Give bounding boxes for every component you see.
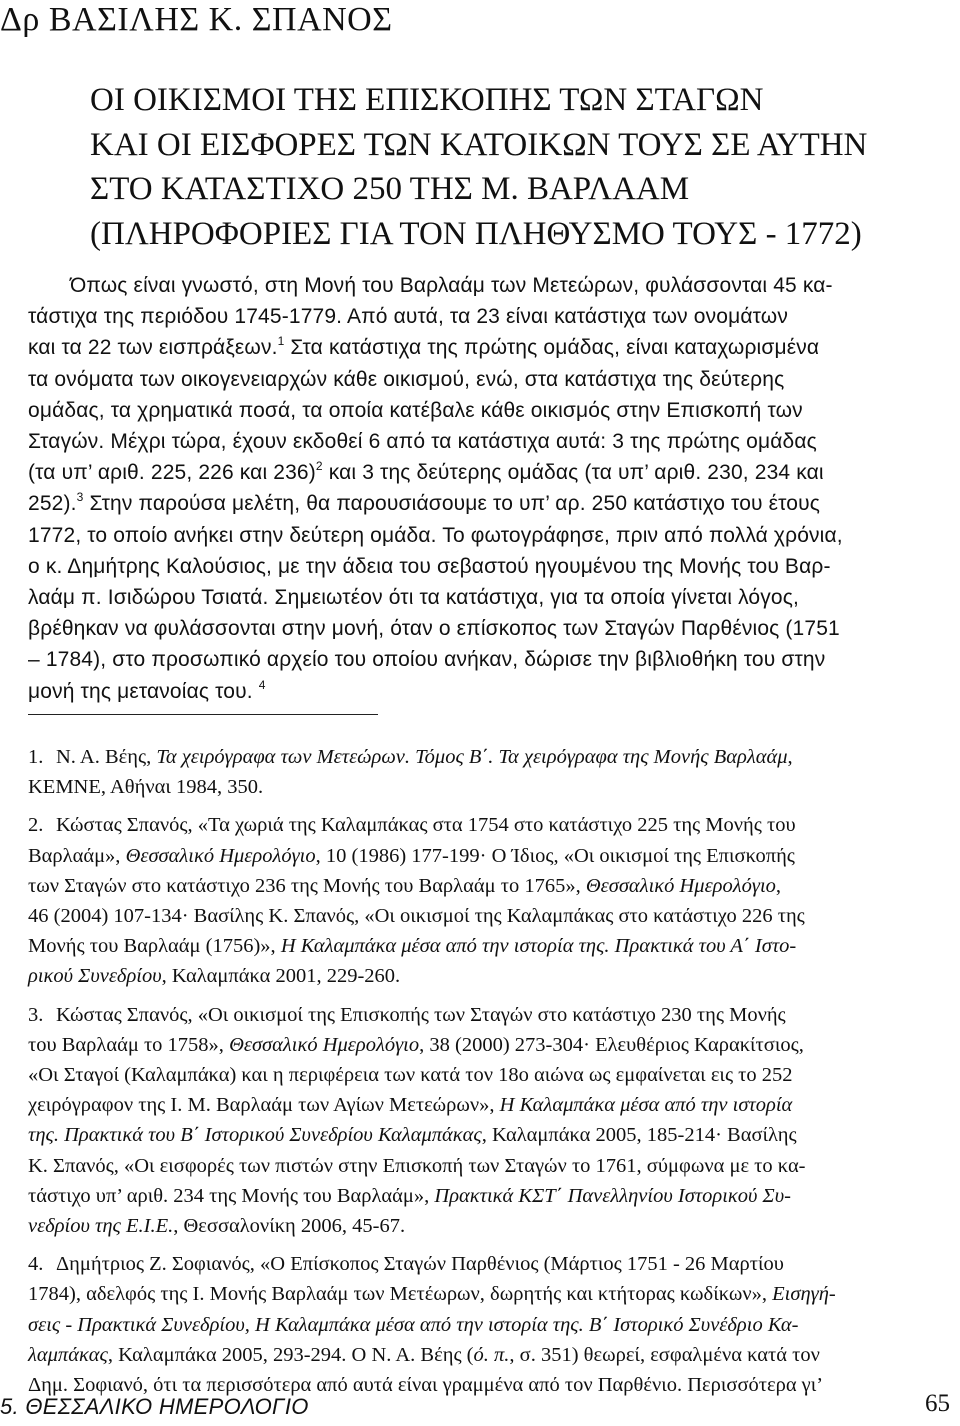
- title-line: (ΠΛΗΡΟΦΟΡΙΕΣ ΓΙΑ ΤΟΝ ΠΛΗΘΥΣΜΟ ΤΟΥΣ - 1772): [90, 215, 862, 252]
- body-line: [28, 676, 955, 707]
- footnote-line: [28, 1090, 955, 1120]
- footnote-line: 46 (2004) 107-134· Βασίλης Κ. Σπανός, «Οι οικισμοί της Καλαμπάκας στο κατάστιχο 226 της: [28, 905, 805, 928]
- footnote-line: [28, 1120, 955, 1150]
- body-line: Σταγών. Μέχρι τώρα, έχουν εκδοθεί 6 από τα κατάστιχα αυτά: 3 της πρώτης ομάδας: [28, 430, 817, 454]
- footnote-2: [28, 810, 955, 991]
- body-line: – 1784), στο προσωπικό αρχείο του οποίου ανήκαν, δώρισε την βιβλιοθήκη του στην: [28, 648, 826, 672]
- footnote-ref[interactable]: 2: [315, 459, 323, 474]
- footnote-title: νεδρίου της Ε.Ι.Ε.: [28, 1215, 174, 1238]
- footnote-3: [28, 1000, 955, 1242]
- body-text: Στην παρούσα μελέτη, θα παρουσιάσουμε το υπ’ αρ. 250 κατάστιχο του έτους: [83, 492, 821, 516]
- footnote-1: [28, 742, 955, 802]
- body-line: [28, 457, 955, 488]
- footnote-title: Πρακτικά ΚΣΤ΄ Πανελληνίου Ιστορικού Συ-: [434, 1184, 791, 1207]
- footnote-line: [28, 742, 955, 772]
- body-line: ομάδας, τα χρηματικά ποσά, τα οποία κατέβαλε κάθε οικισμός στην Επισκοπή των: [28, 398, 803, 422]
- footnote-title: λαμπάκας: [28, 1343, 108, 1366]
- title-line: ΟΙ ΟΙΚΙΣΜΟΙ ΤΗΣ ΕΠΙΣΚΟΠΗΣ ΤΩΝ ΣΤΑΓΩΝ: [90, 82, 764, 118]
- footnote-text: 1784), αδελφός της Ι. Μονής Βαρλαάμ των Μετέωρων, δωρητής και κτήτορας κωδίκων»,: [28, 1283, 773, 1306]
- body-line: τα ονόματα των οικογενειαρχών κάθε οικισμού, ενώ, στα κατάστιχα της δεύτερης: [28, 367, 785, 391]
- footnote-title: σεις - Πρακτικά Συνεδρίου, Η Καλαμπάκα μέσα από την ιστορία της. Β΄ Ιστορικό Συνέδριο Κα-: [28, 1313, 799, 1336]
- footnote-line: [28, 931, 955, 961]
- body-text: και 3 της δεύτερης ομάδας (τα υπ’ αριθ. 230, 234 και: [322, 461, 824, 485]
- body-paragraph: [28, 270, 955, 707]
- footnote-title: ό. π.: [473, 1343, 510, 1366]
- footnote-text: Μονής του Βαρλαάμ (1756)»,: [28, 935, 281, 958]
- footnote-text: , σ. 351) θεωρεί, εσφαλμένα κατά τον: [509, 1343, 820, 1366]
- footnote-line: [28, 1279, 955, 1309]
- footnote-number: 2.: [28, 814, 44, 837]
- footnote-line: [28, 961, 955, 991]
- body-text: (τα υπ’ αριθ. 225, 226 και 236): [28, 461, 316, 485]
- author-name: Δρ ΒΑΣΙΛΗΣ Κ. ΣΠΑΝΟΣ: [0, 1, 393, 38]
- footnote-text: , Καλαμπάκα 2005, 185-214· Βασίλης: [481, 1124, 797, 1147]
- body-text: Στα κατάστιχα της πρώτης ομάδας, είναι καταχωρισμένα: [284, 336, 820, 360]
- body-line: [28, 488, 955, 519]
- footnote-title: της. Πρακτικά του Β΄ Ιστορικού Συνεδρίου Καλαμπάκας: [28, 1124, 482, 1147]
- footnote-title: Η Καλαμπάκα μέσα από την ιστορία: [499, 1094, 793, 1117]
- footnote-line: [28, 1340, 955, 1370]
- body-line: τάστιχα της περιόδου 1745-1779. Από αυτά, τα 23 είναι κατάστιχα των ονομάτων: [28, 305, 788, 329]
- footnote-line: [28, 841, 955, 871]
- page-number: 65: [925, 1390, 950, 1417]
- footnotes: [28, 742, 955, 1408]
- footnote-text: Κώστας Σπανός, «Οι οικισμοί της Επισκοπής των Σταγών στο κατάστιχο 230 της Μονής: [56, 1003, 786, 1026]
- body-line: λαάμ π. Ισιδώρου Τσιατά. Σημειωτέον ότι τα κατάστιχα, για τα οποία γίνεται λόγος,: [28, 586, 800, 610]
- title-line: ΚΑΙ ΟΙ ΕΙΣΦΟΡΕΣ ΤΩΝ ΚΑΤΟΙΚΩΝ ΤΟΥΣ ΣΕ ΑΥΤΗΝ: [90, 126, 868, 163]
- footnote-line: [28, 810, 955, 840]
- footnote-text: Δημήτριος Ζ. Σοφιανός, «Ο Επίσκοπος Σταγών Παρθένιος (Μάρτιος 1751 - 26 Μαρτίου: [56, 1253, 784, 1276]
- footnote-line: [28, 871, 955, 901]
- footnote-line: «Οι Σταγοί (Καλαμπάκα) και η περιφέρεια των κατά τον 18ο αιώνα ως εμφαίνεται εις το 252: [28, 1064, 793, 1087]
- body-line: Όπως είναι γνωστό, στη Μονή του Βαρλαάμ των Μετεώρων, φυλάσσονται 45 κα-: [70, 274, 833, 297]
- footnote-text: ,: [787, 746, 793, 768]
- body-line: 1772, το οποίο ανήκει στην δεύτερη ομάδα. Το φωτογράφησε, πριν από πολλά χρόνια,: [28, 523, 843, 547]
- journal-footer: 5. ΘΕΣΣΑΛΙΚΟ ΗΜΕΡΟΛΟΓΙΟ: [0, 1394, 309, 1419]
- footnote-text: , 10 (1986) 177-199· Ο Ίδιος, «Οι οικισμοί της Επισκοπής: [315, 844, 795, 867]
- footnote-text: Κώστας Σπανός, «Τα χωριά της Καλαμπάκας στα 1754 στο κατάστιχο 225 της Μονής του: [56, 814, 796, 837]
- body-line: ο κ. Δημήτρης Καλούσιος, με την άδεια του σεβαστού ηγουμένου της Μονής του Βαρ-: [28, 554, 831, 578]
- body-line: βρέθηκαν να φυλάσσονται στην μονή, όταν ο επίσκοπος των Σταγών Παρθένιος (1751: [28, 617, 840, 641]
- footnote-title: Εισηγή-: [772, 1283, 836, 1306]
- footnote-text: τάστιχο υπ’ αριθ. 234 της Μονής του Βαρλαάμ»,: [28, 1184, 435, 1207]
- footnote-text: ,: [775, 874, 782, 897]
- footnote-text: , 38 (2000) 273-304· Ελευθέριος Καρακίτσιος,: [419, 1033, 804, 1056]
- footnote-text: , Θεσσαλονίκη 2006, 45-67.: [173, 1215, 406, 1238]
- footnote-text: χειρόγραφον της Ι. Μ. Βαρλαάμ των Αγίων Μετεώρων»,: [28, 1094, 500, 1117]
- footnote-number: 4.: [28, 1253, 44, 1276]
- footnote-line: [28, 1030, 955, 1060]
- footnote-line: [28, 1181, 955, 1211]
- footnote-line: [28, 1000, 955, 1030]
- footnote-title: Θεσσαλικό Ημερολόγιο: [585, 874, 776, 897]
- footnote-text: , Καλαμπάκα 2005, 293-294. Ο Ν. Α. Βέης (: [107, 1343, 474, 1366]
- footnote-text: Βαρλαάμ»,: [28, 844, 126, 867]
- body-text: μονή της μετανοίας του.: [28, 679, 253, 703]
- title-line: ΣΤΟ ΚΑΤΑΣΤΙΧΟ 250 ΤΗΣ Μ. ΒΑΡΛΑΑΜ: [90, 171, 690, 207]
- footnote-divider: [28, 714, 378, 715]
- footnote-title: ρικού Συνεδρίου: [28, 965, 162, 988]
- footnote-text: των Σταγών στο κατάστιχο 236 της Μονής του Βαρλαάμ το 1765»,: [28, 874, 586, 897]
- footnote-number: 3.: [28, 1003, 44, 1026]
- footnote-line: Κ. Σπανός, «Οι εισφορές των πιστών στην Επισκοπή των Σταγών το 1761, σύμφωνα με το κα-: [28, 1154, 806, 1177]
- footnote-4: [28, 1249, 955, 1400]
- article-title: [90, 78, 950, 256]
- footnote-line: [28, 1310, 955, 1340]
- footnote-line: ΚΕΜΝΕ, Αθήναι 1984, 350.: [28, 776, 264, 799]
- footnote-text: του Βαρλαάμ το 1758»,: [28, 1033, 230, 1056]
- footnote-text: , Καλαμπάκα 2001, 229-260.: [161, 965, 401, 988]
- body-text: και τα 22 των εισπράξεων.: [28, 336, 278, 360]
- footnote-title: Θεσσαλικό Ημερολόγιο: [229, 1033, 420, 1056]
- footnote-ref[interactable]: 1: [277, 334, 285, 349]
- footnote-text: Ν. Α. Βέης,: [56, 746, 157, 768]
- footnote-line: [28, 1249, 955, 1279]
- body-text: 252).: [28, 492, 77, 516]
- footnote-title: Τα χειρόγραφα των Μετεώρων. Τόμος Β΄. Τα χειρόγραφα της Μονής Βαρλαάμ: [156, 746, 788, 768]
- body-line: [28, 332, 955, 363]
- footnote-line: Δημ. Σοφιανό, ότι τα περισσότερα από αυτά είναι γραμμένα από τον Παρθένιο. Περισσότερα γι’: [28, 1374, 824, 1397]
- footnote-title: Θεσσαλικό Ημερολόγιο: [125, 844, 316, 867]
- footnote-title: Η Καλαμπάκα μέσα από την ιστορία της. Πρακτικά του Α΄ Ιστο-: [280, 935, 797, 958]
- footnote-ref[interactable]: 4: [258, 677, 266, 692]
- footnote-line: [28, 1211, 955, 1241]
- footnote-number: 1.: [28, 746, 44, 768]
- footnote-ref[interactable]: 3: [76, 490, 84, 505]
